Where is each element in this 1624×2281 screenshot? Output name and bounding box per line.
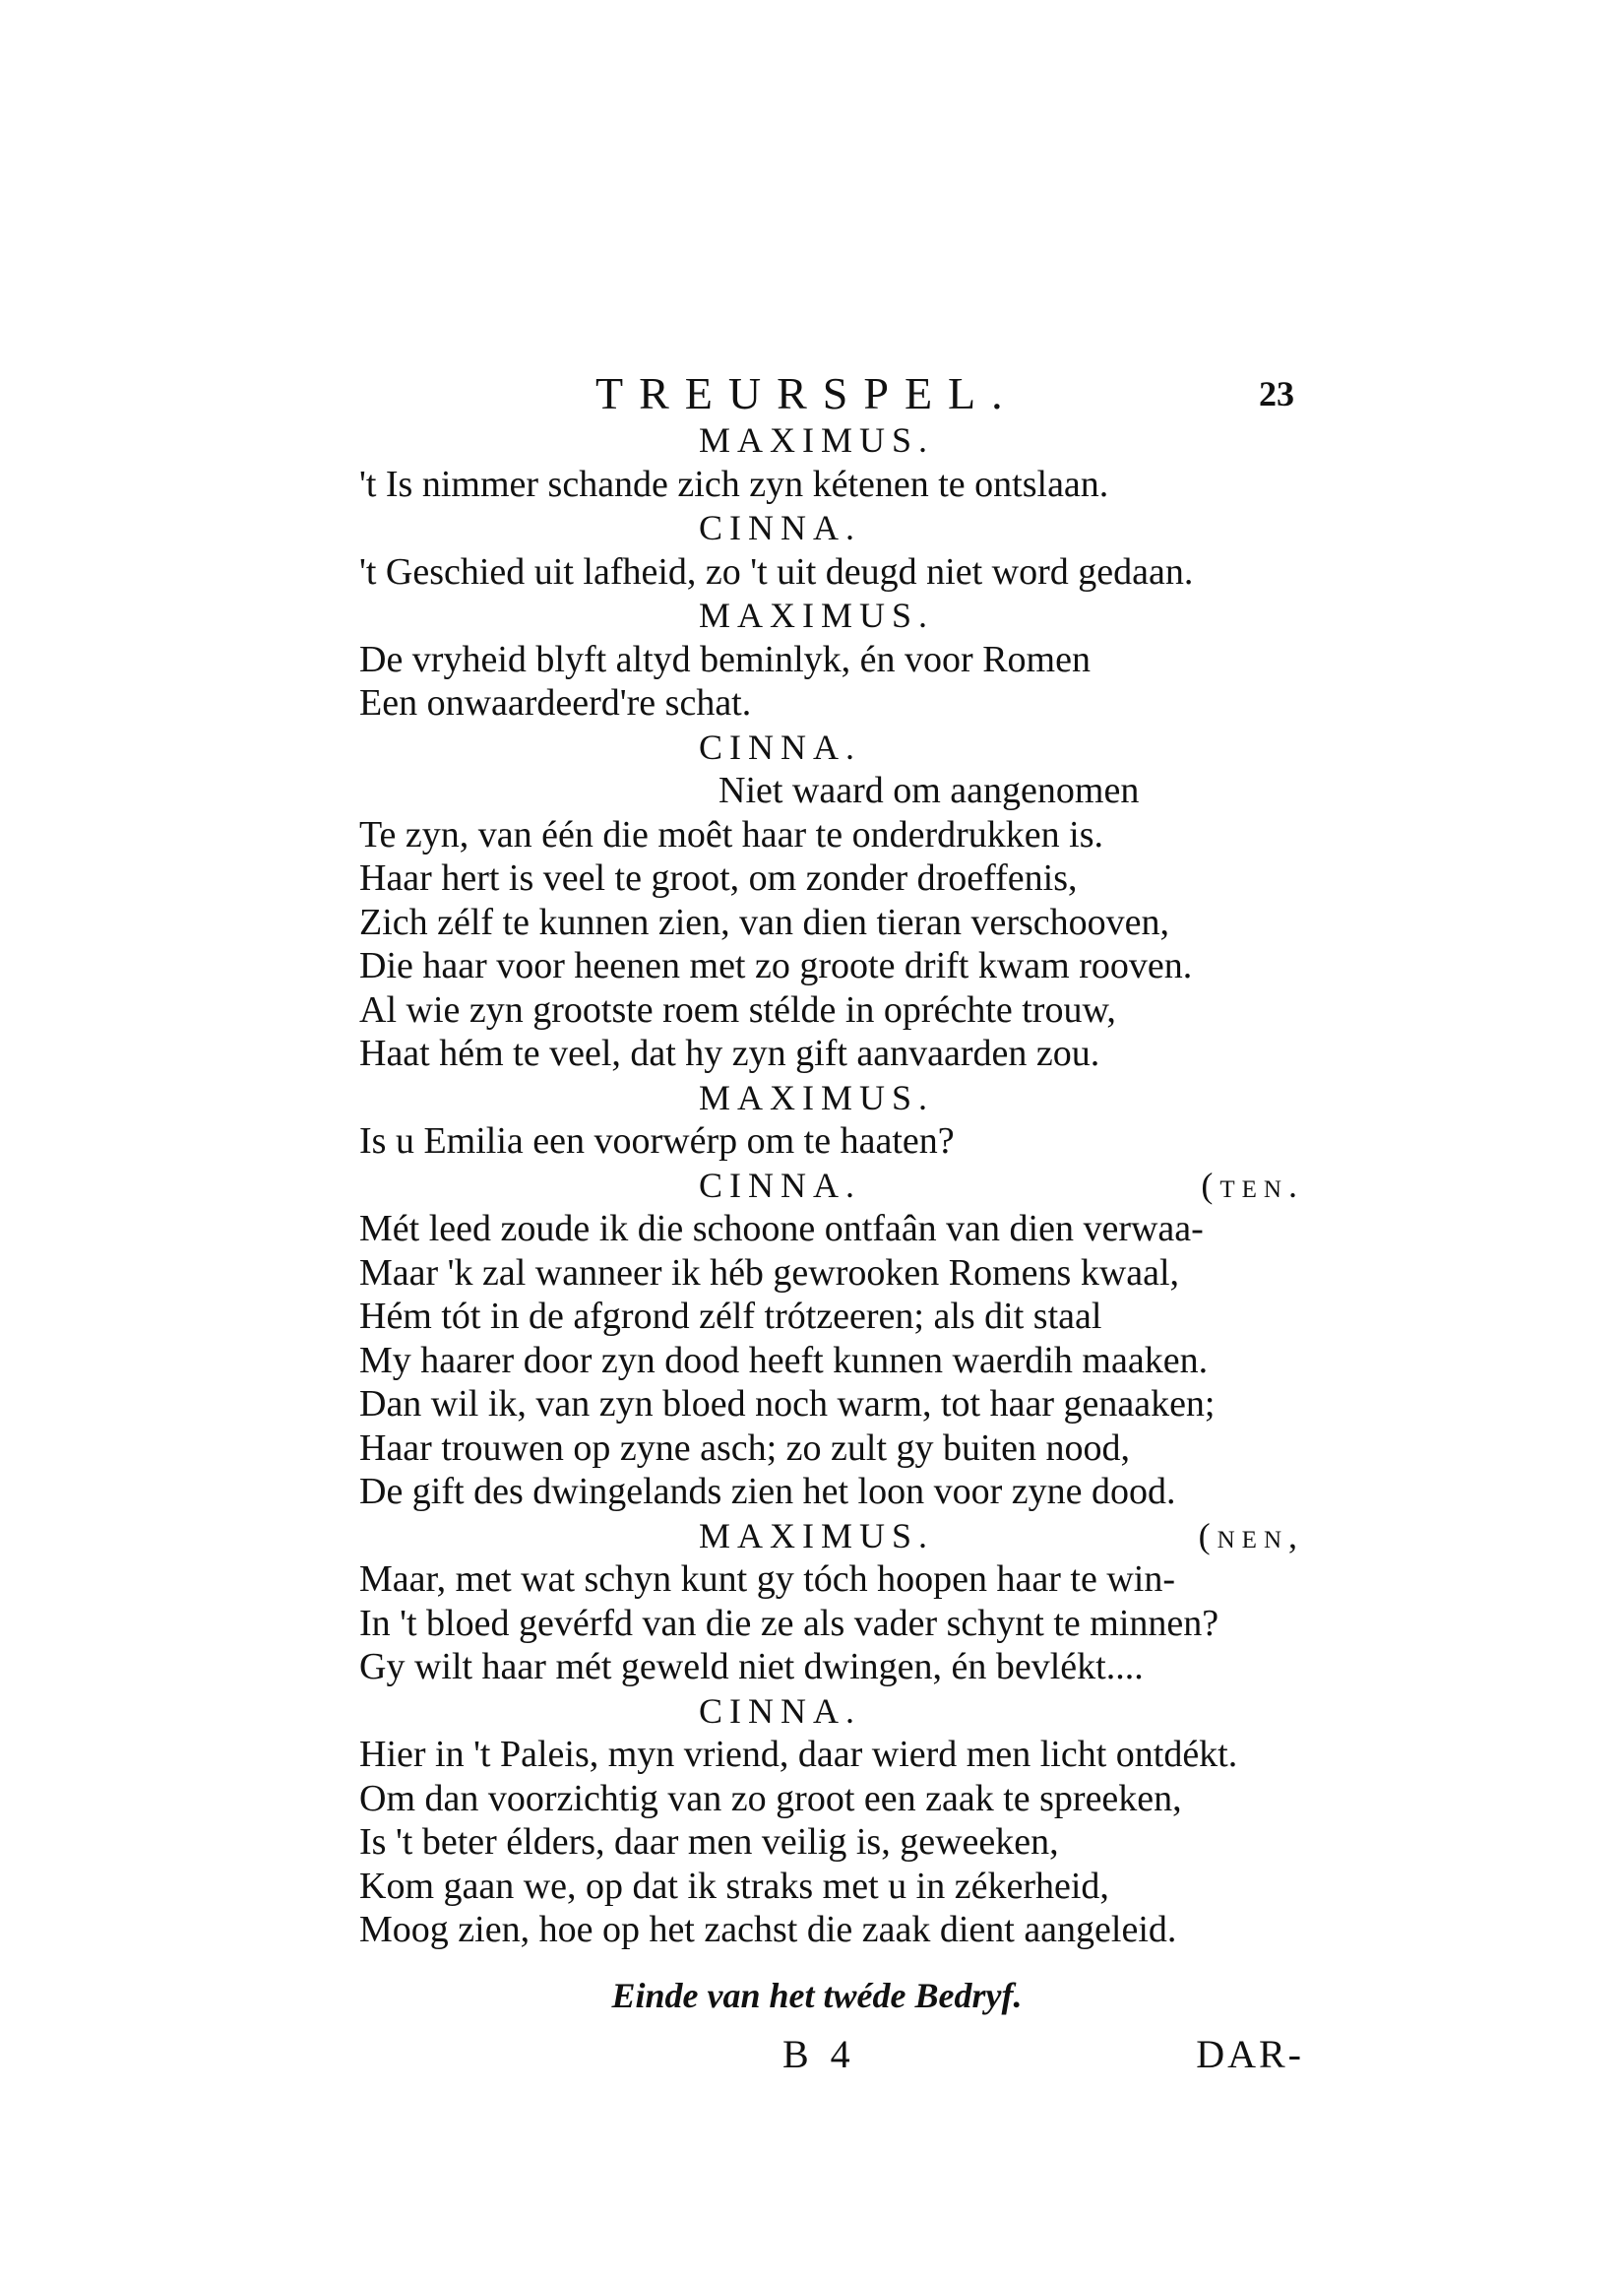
speaker-label: MAXIMUS. xyxy=(699,1077,935,1117)
verse-text: Maar 'k zal wanneer ik héb gewrooken Romens kwaal, xyxy=(359,1251,1180,1294)
verse-text: Zich zélf te kunnen zien, van dien tieran verschooven, xyxy=(359,901,1169,943)
verse-text: Is u Emilia een voorwérp om te haaten? xyxy=(359,1120,955,1162)
speaker-name xyxy=(359,726,1334,770)
speaker-label: CINNA. xyxy=(699,1165,861,1205)
verse-text: Hier in 't Paleis, myn vriend, daar wierd men licht ontdékt. xyxy=(359,1734,1238,1775)
verse-line xyxy=(359,1820,1334,1865)
verse-line xyxy=(359,1470,1334,1514)
verse-text: Te zyn, van één die moêt haar te onderdrukken is. xyxy=(359,813,1103,855)
speaker-label: MAXIMUS. xyxy=(699,596,935,635)
turnover-word: (nen, xyxy=(1198,1515,1304,1555)
verse-line xyxy=(359,1865,1334,1909)
verse-text: Moog zien, hoe op het zachst die zaak dient aangeleid. xyxy=(359,1909,1177,1950)
verse-text: Hém tót in de afgrond zélf trótzeeren; als dit staal xyxy=(359,1296,1102,1337)
verse-text: Dan wil ik, van zyn bloed noch warm, tot haar genaaken; xyxy=(359,1383,1216,1425)
page-footer xyxy=(359,2025,1334,2084)
verse-text: My haarer door zyn dood heeft kunnen waerdih maaken. xyxy=(359,1339,1209,1381)
verse-text: In 't bloed gevérfd van die ze als vader schynt te minnen? xyxy=(359,1602,1219,1644)
page-number: 23 xyxy=(1259,374,1294,413)
verse-line xyxy=(359,1339,1334,1383)
verse-text: Om dan voorzichtig van zo groot een zaak te spreeken, xyxy=(359,1777,1182,1819)
verse-line xyxy=(359,988,1334,1033)
verse-line xyxy=(359,1032,1334,1076)
speaker-label: CINNA. xyxy=(699,508,861,547)
verse-line xyxy=(359,769,1334,813)
verse-text: 't Is nimmer schande zich zyn kétenen te ontslaan. xyxy=(359,463,1109,505)
speaker-name xyxy=(359,1689,1334,1734)
verse-text: De gift des dwingelands zien het loon voor zyne dood. xyxy=(359,1471,1176,1512)
verse-text: Gy wilt haar mét geweld niet dwingen, én bevlékt.... xyxy=(359,1646,1144,1687)
verse-line xyxy=(359,1426,1334,1471)
verse-line xyxy=(359,856,1334,901)
speaker-name xyxy=(359,418,1334,463)
verse-text: Maar, met wat schyn kunt gy tóch hoopen haar te win- xyxy=(359,1558,1175,1600)
verse-line xyxy=(359,638,1334,682)
verse-line xyxy=(359,1733,1334,1777)
play-text xyxy=(359,418,1334,2084)
turnover-word: (ten. xyxy=(1201,1165,1304,1205)
speaker-label: CINNA. xyxy=(699,1690,861,1731)
verse-text: Haar trouwen op zyne asch; zo zult gy buiten nood, xyxy=(359,1426,1130,1469)
verse-line xyxy=(359,1908,1334,1952)
page-header xyxy=(359,364,1294,423)
speaker-name xyxy=(359,1164,1334,1208)
verse-line xyxy=(359,901,1334,945)
verse-line xyxy=(359,1777,1334,1821)
verse-text: Die haar voor heenen met zo groote drift kwam rooven. xyxy=(359,945,1193,986)
verse-line xyxy=(359,1119,1334,1164)
speaker-name xyxy=(359,594,1334,638)
speaker-name xyxy=(359,506,1334,550)
verse-text: Is 't beter élders, daar men veilig is, geweeken, xyxy=(359,1821,1059,1863)
verse-line xyxy=(359,550,1334,595)
verse-text: Haat hém te veel, dat hy zyn gift aanvaarden zou. xyxy=(359,1033,1100,1074)
verse-line xyxy=(359,1557,1334,1602)
verse-line xyxy=(359,681,1334,726)
verse-line xyxy=(359,1295,1334,1339)
signature-mark: B 4 xyxy=(782,2031,856,2076)
running-title: TREURSPEL. xyxy=(595,368,1019,418)
verse-text: 't Geschied uit lafheid, zo 't uit deugd niet word gedaan. xyxy=(359,550,1194,593)
verse-text: Haar hert is veel te groot, om zonder droeffenis, xyxy=(359,857,1078,899)
speaker-label: CINNA. xyxy=(699,727,861,767)
verse-line xyxy=(359,813,1334,857)
verse-text: Kom gaan we, op dat ik straks met u in zékerheid, xyxy=(359,1865,1109,1907)
verse-line xyxy=(359,1382,1334,1426)
verse-text: Al wie zyn grootste roem stélde in opréchte trouw, xyxy=(359,988,1116,1031)
act-end-note: Einde van het twéde Bedryf. xyxy=(611,1975,1023,2015)
verse-text: Niet waard om aangenomen xyxy=(718,770,1140,811)
verse-line xyxy=(359,944,1334,988)
verse-text: Een onwaardeerd're schat. xyxy=(359,682,752,724)
speaker-name xyxy=(359,1514,1334,1558)
catchword: DAR- xyxy=(1196,2031,1304,2076)
verse-text: De vryheid blyft altyd beminlyk, én voor Romen xyxy=(359,638,1091,680)
speaker-label: MAXIMUS. xyxy=(699,420,935,460)
verse-line xyxy=(359,1207,1334,1251)
verse-line xyxy=(359,1251,1334,1296)
verse-line xyxy=(359,1645,1334,1689)
verse-text: Mét leed zoude ik die schoone ontfaân van dien verwaa- xyxy=(359,1208,1204,1249)
speaker-name xyxy=(359,1076,1334,1120)
verse-line xyxy=(359,1602,1334,1646)
verse-line xyxy=(359,463,1334,507)
speaker-label: MAXIMUS. xyxy=(699,1515,935,1555)
